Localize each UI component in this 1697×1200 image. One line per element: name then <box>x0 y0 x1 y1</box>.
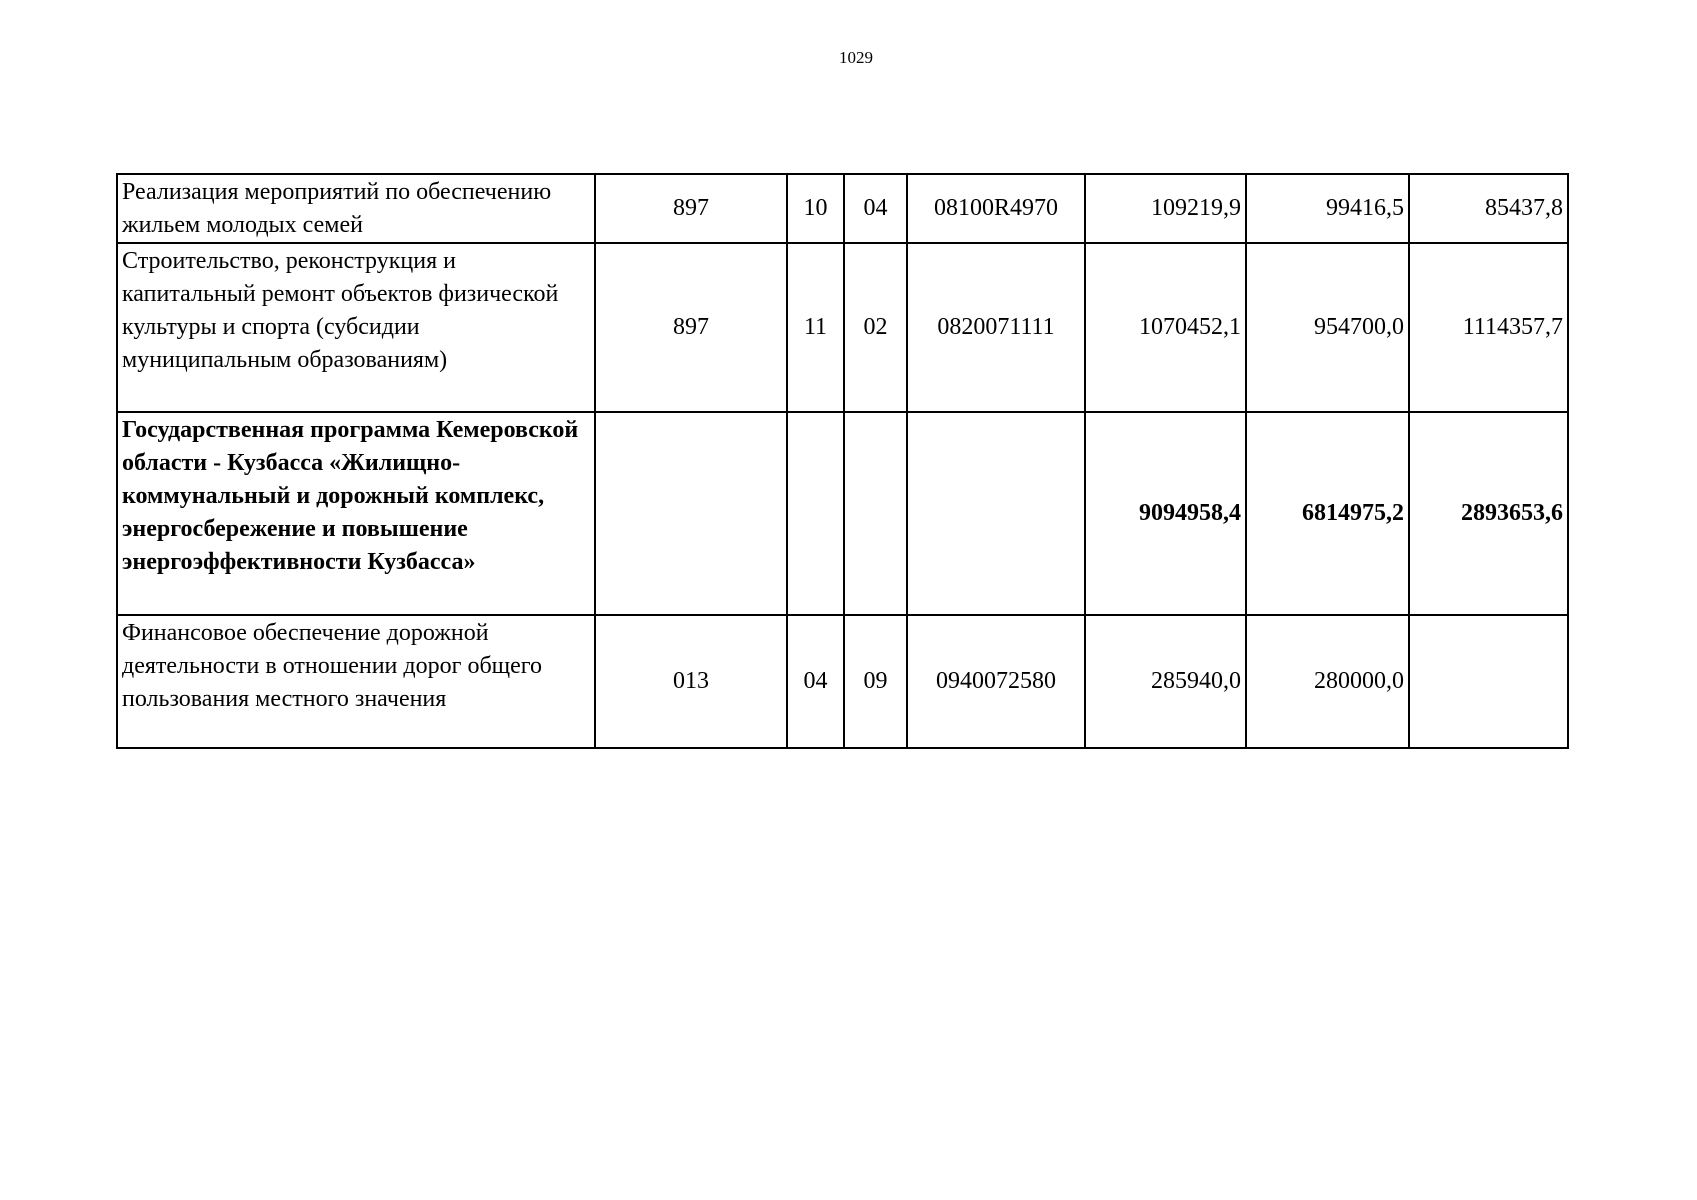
amount-year-3-cell: 85437,8 <box>1409 174 1568 243</box>
program-name-cell: Реализация мероприятий по обеспечению жильем молодых семей <box>117 174 595 243</box>
program-name-cell: Финансовое обеспечение дорожной деятельности в отношении дорог общего пользования местного значения <box>117 615 595 748</box>
amount-year-3-cell <box>1409 615 1568 748</box>
target-article-cell <box>907 412 1085 615</box>
subsection-code-cell: 04 <box>844 174 907 243</box>
subsection-code-cell: 02 <box>844 243 907 412</box>
section-code-cell: 10 <box>787 174 844 243</box>
table-row <box>117 615 1568 748</box>
ministry-code-cell: 013 <box>595 615 787 748</box>
section-code-cell: 11 <box>787 243 844 412</box>
amount-year-2-cell: 954700,0 <box>1246 243 1409 412</box>
amount-year-2-cell: 99416,5 <box>1246 174 1409 243</box>
budget-table <box>116 173 1569 749</box>
table-row-program-total <box>117 412 1568 615</box>
amount-year-1-cell: 9094958,4 <box>1085 412 1246 615</box>
amount-year-1-cell: 285940,0 <box>1085 615 1246 748</box>
section-code-cell: 04 <box>787 615 844 748</box>
program-name-cell: Государственная программа Кемеровской области - Кузбасса «Жилищно-коммунальный и дорожный комплекс, энергосбережение и повышение энергоэффективности Кузбасса» <box>117 412 595 615</box>
amount-year-3-cell: 2893653,6 <box>1409 412 1568 615</box>
amount-year-2-cell: 280000,0 <box>1246 615 1409 748</box>
subsection-code-cell <box>844 412 907 615</box>
program-name-cell: Строительство, реконструкция и капитальный ремонт объектов физической культуры и спорта (субсидии муниципальным образованиям) <box>117 243 595 412</box>
target-article-cell: 0820071111 <box>907 243 1085 412</box>
target-article-cell: 08100R4970 <box>907 174 1085 243</box>
amount-year-2-cell: 6814975,2 <box>1246 412 1409 615</box>
ministry-code-cell <box>595 412 787 615</box>
ministry-code-cell: 897 <box>595 174 787 243</box>
target-article-cell: 0940072580 <box>907 615 1085 748</box>
page-number: 1029 <box>839 48 873 67</box>
amount-year-1-cell: 109219,9 <box>1085 174 1246 243</box>
amount-year-3-cell: 1114357,7 <box>1409 243 1568 412</box>
amount-year-1-cell: 1070452,1 <box>1085 243 1246 412</box>
table-row <box>117 243 1568 412</box>
subsection-code-cell: 09 <box>844 615 907 748</box>
ministry-code-cell: 897 <box>595 243 787 412</box>
table-row <box>117 174 1568 243</box>
section-code-cell <box>787 412 844 615</box>
